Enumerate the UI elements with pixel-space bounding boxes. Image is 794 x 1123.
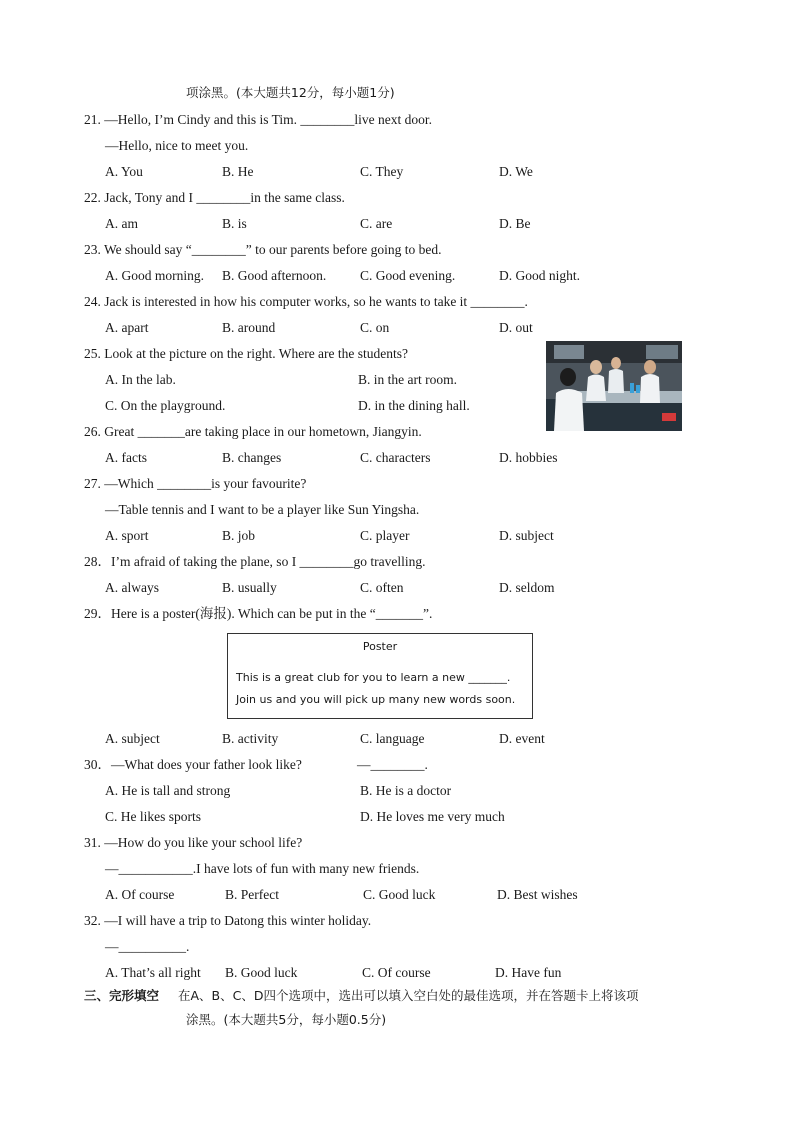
question-27-option-d[interactable]: D. subject	[499, 528, 554, 543]
question-29-option-d[interactable]: D. event	[499, 731, 545, 746]
question-26-option-a[interactable]: A. facts	[105, 450, 147, 465]
question-25-option-b[interactable]: B. in the art room.	[358, 372, 457, 387]
question-30-option-a[interactable]: A. He is tall and strong	[105, 783, 231, 798]
question-24-stem: 24. Jack is interested in how his computer works, so he wants to take it ________.	[84, 294, 528, 309]
question-23-option-a[interactable]: A. Good morning.	[105, 268, 204, 283]
question-31-option-d[interactable]: D. Best wishes	[497, 887, 578, 902]
question-28-option-d[interactable]: D. seldom	[499, 580, 555, 595]
section-3-instruction-continuation: 涂黑。(本大题共5分，每小题0.5分)	[186, 1012, 387, 1027]
poster-line-2: Join us and you will pick up many new words soon.	[236, 693, 516, 706]
question-28-option-c[interactable]: C. often	[360, 580, 404, 595]
question-25-option-d[interactable]: D. in the dining hall.	[358, 398, 470, 413]
question-29-stem: 29．Here is a poster(海报). Which can be put in the “_______”.	[84, 606, 433, 621]
question-32-option-d[interactable]: D. Have fun	[495, 965, 562, 980]
question-32-option-c[interactable]: C. Of course	[362, 965, 431, 980]
question-26-option-c[interactable]: C. characters	[360, 450, 431, 465]
question-23-option-c[interactable]: C. Good evening.	[360, 268, 456, 283]
question-30-option-b[interactable]: B. He is a doctor	[360, 783, 452, 798]
question-21-stem: 21. —Hello, I’m Cindy and this is Tim. ________live next door.	[84, 112, 433, 127]
question-21-option-d[interactable]: D. We	[499, 164, 533, 179]
question-30-option-d[interactable]: D. He loves me very much	[360, 809, 505, 824]
question-32-option-b[interactable]: B. Good luck	[225, 965, 298, 980]
question-31-reply: —___________.I have lots of fun with many new friends.	[105, 861, 420, 876]
question-31-stem: 31. —How do you like your school life?	[84, 835, 303, 850]
question-27-option-c[interactable]: C. player	[360, 528, 410, 543]
question-23-option-b[interactable]: B. Good afternoon.	[222, 268, 327, 283]
question-24-option-d[interactable]: D. out	[499, 320, 533, 335]
question-26-option-b[interactable]: B. changes	[222, 450, 282, 465]
question-30-reply: —________.	[357, 757, 428, 772]
question-24-option-b[interactable]: B. around	[222, 320, 276, 335]
question-32-stem: 32. —I will have a trip to Datong this winter holiday.	[84, 913, 372, 928]
question-23-option-d[interactable]: D. Good night.	[499, 268, 580, 283]
question-32-reply: —__________.	[105, 939, 190, 954]
question-22-option-c[interactable]: C. are	[360, 216, 393, 231]
question-22-stem: 22. Jack, Tony and I ________in the same class.	[84, 190, 345, 205]
question-27-option-a[interactable]: A. sport	[105, 528, 149, 543]
question-28-option-b[interactable]: B. usually	[222, 580, 277, 595]
lab-students-photo	[546, 341, 682, 431]
question-22-option-d[interactable]: D. Be	[499, 216, 531, 231]
question-30-stem: 30．—What does your father look like?	[84, 757, 302, 772]
question-32-option-a[interactable]: A. That’s all right	[105, 965, 201, 980]
poster-box	[227, 633, 533, 719]
question-24-option-c[interactable]: C. on	[360, 320, 390, 335]
poster-line-1: This is a great club for you to learn a new _______.	[236, 671, 511, 684]
question-29-option-c[interactable]: C. language	[360, 731, 425, 746]
question-31-option-b[interactable]: B. Perfect	[225, 887, 279, 902]
question-28-stem: 28．I’m afraid of taking the plane, so I ________go travelling.	[84, 554, 426, 569]
question-27-stem: 27. —Which ________is your favourite?	[84, 476, 307, 491]
poster-title: Poster	[362, 640, 398, 653]
question-25-option-c[interactable]: C. On the playground.	[105, 398, 226, 413]
question-29-option-b[interactable]: B. activity	[222, 731, 279, 746]
question-22-option-b[interactable]: B. is	[222, 216, 247, 231]
question-26-stem: 26. Great _______are taking place in our hometown, Jiangyin.	[84, 424, 422, 439]
question-21-option-a[interactable]: A. You	[105, 164, 143, 179]
section-header-continuation: 项涂黑。(本大题共12分，每小题1分)	[186, 85, 395, 100]
question-31-option-a[interactable]: A. Of course	[105, 887, 175, 902]
section-3-instruction: 在A、B、C、D四个选项中，选出可以填入空白处的最佳选项，并在答题卡上将该项	[178, 988, 639, 1003]
question-29-option-a[interactable]: A. subject	[105, 731, 160, 746]
question-28-option-a[interactable]: A. always	[105, 580, 159, 595]
question-25-option-a[interactable]: A. In the lab.	[105, 372, 176, 387]
question-25-stem: 25. Look at the picture on the right. Where are the students?	[84, 346, 409, 361]
question-21-option-c[interactable]: C. They	[360, 164, 404, 179]
question-31-option-c[interactable]: C. Good luck	[363, 887, 436, 902]
question-30-option-c[interactable]: C. He likes sports	[105, 809, 201, 824]
question-27-option-b[interactable]: B. job	[222, 528, 256, 543]
question-21-option-b[interactable]: B. He	[222, 164, 254, 179]
question-23-stem: 23. We should say “________” to our parents before going to bed.	[84, 242, 442, 257]
question-27-reply: —Table tennis and I want to be a player like Sun Yingsha.	[105, 502, 420, 517]
question-26-option-d[interactable]: D. hobbies	[499, 450, 558, 465]
question-21-reply: —Hello, nice to meet you.	[105, 138, 249, 153]
question-24-option-a[interactable]: A. apart	[105, 320, 149, 335]
section-3-heading: 三、完形填空	[84, 988, 160, 1003]
question-22-option-a[interactable]: A. am	[105, 216, 138, 231]
